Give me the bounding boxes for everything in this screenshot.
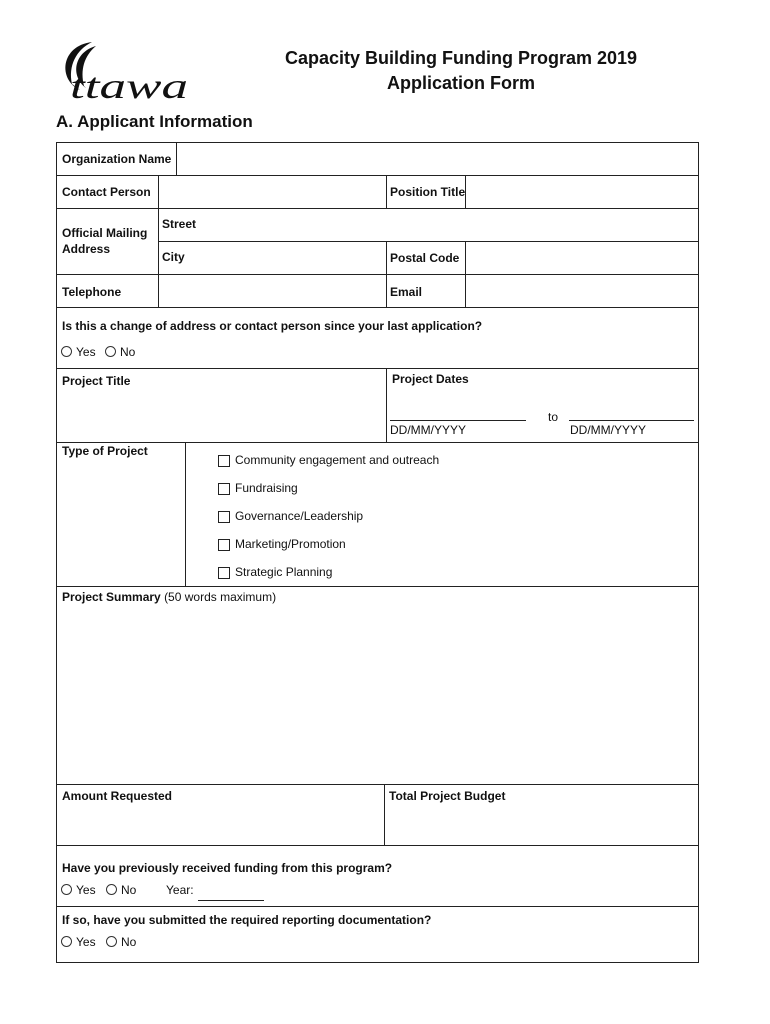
svg-text:ttawa: ttawa <box>70 66 188 102</box>
city-field[interactable] <box>196 245 386 273</box>
project-type-option: Governance/Leadership <box>235 509 364 523</box>
divider <box>465 241 466 307</box>
change-of-address-yes-radio[interactable] <box>61 346 72 357</box>
marketing-promotion-checkbox[interactable] <box>218 539 230 551</box>
reporting-docs-no-radio[interactable] <box>106 936 117 947</box>
project-title-label: Project Title <box>62 374 131 388</box>
position-title-label: Position Title <box>390 185 466 199</box>
street-field[interactable] <box>210 212 698 240</box>
amount-requested-label: Amount Requested <box>62 789 173 803</box>
rule <box>56 784 699 785</box>
ottawa-logo <box>56 40 196 102</box>
mailing-address-label: Official Mailing Address <box>62 226 148 256</box>
reporting-docs-no-label: No <box>121 935 137 949</box>
table-border-left <box>56 142 57 962</box>
previous-funding-question: Have you previously received funding from this program? <box>62 861 393 875</box>
divider <box>384 784 385 845</box>
previous-funding-yes-label: Yes <box>76 883 96 897</box>
project-type-option: Community engagement and outreach <box>235 453 440 467</box>
table-border-right <box>698 142 699 962</box>
rule <box>158 241 699 242</box>
street-label: Street <box>162 217 197 231</box>
divider <box>185 442 186 586</box>
divider <box>386 241 387 307</box>
project-dates-label: Project Dates <box>392 372 469 386</box>
contact-person-label: Contact Person <box>62 185 151 199</box>
rule <box>56 845 699 846</box>
rule <box>56 307 699 308</box>
reporting-docs-yes-label: Yes <box>76 935 96 949</box>
total-project-budget-label: Total Project Budget <box>389 789 506 803</box>
position-title-field[interactable] <box>469 179 698 207</box>
email-field[interactable] <box>469 278 698 306</box>
divider <box>465 175 466 208</box>
rule <box>56 142 699 143</box>
divider <box>386 368 387 442</box>
end-date-underline <box>569 420 694 421</box>
project-summary-heading <box>62 590 276 604</box>
project-type-option: Fundraising <box>235 481 298 495</box>
section-heading: A. Applicant Information <box>56 112 253 131</box>
date-to-label: to <box>548 410 559 424</box>
rule <box>56 962 699 963</box>
change-of-address-no-label: No <box>120 345 136 359</box>
strategic-planning-checkbox[interactable] <box>218 567 230 579</box>
divider <box>176 142 177 175</box>
postal-code-field[interactable] <box>469 245 698 273</box>
rule <box>56 368 699 369</box>
previous-funding-yes-radio[interactable] <box>61 884 72 895</box>
rule <box>56 586 699 587</box>
type-of-project-label: Type of Project <box>62 444 148 458</box>
organization-name-field[interactable] <box>180 146 698 174</box>
change-of-address-no-radio[interactable] <box>105 346 116 357</box>
end-date-format: DD/MM/YYYY <box>570 423 647 437</box>
project-summary-field[interactable] <box>62 608 696 782</box>
rule <box>56 906 699 907</box>
project-summary-label: Project Summary <box>62 590 161 604</box>
project-type-option: Marketing/Promotion <box>235 537 346 551</box>
total-project-budget-field[interactable] <box>389 806 698 842</box>
fundraising-checkbox[interactable] <box>218 483 230 495</box>
change-of-address-yes-label: Yes <box>76 345 96 359</box>
contact-person-field[interactable] <box>162 179 386 207</box>
form-title-line2: Application Form <box>387 73 535 93</box>
divider <box>386 175 387 208</box>
reporting-docs-yes-radio[interactable] <box>61 936 72 947</box>
project-type-option: Strategic Planning <box>235 565 333 579</box>
project-title-field[interactable] <box>62 392 384 438</box>
year-label: Year: <box>166 883 194 897</box>
amount-requested-field[interactable] <box>62 806 382 842</box>
start-date-format: DD/MM/YYYY <box>390 423 467 437</box>
change-of-address-question: Is this a change of address or contact person since your last application? <box>62 319 483 333</box>
city-label: City <box>162 250 185 264</box>
telephone-field[interactable] <box>162 278 386 306</box>
divider <box>158 175 159 307</box>
project-summary-note: (50 words maximum) <box>164 590 277 604</box>
rule <box>56 175 699 176</box>
telephone-label: Telephone <box>62 285 122 299</box>
year-underline <box>198 900 264 901</box>
email-label: Email <box>390 285 423 299</box>
rule <box>56 442 699 443</box>
start-date-underline <box>390 420 526 421</box>
postal-code-label: Postal Code <box>390 251 460 265</box>
rule <box>56 274 699 275</box>
previous-funding-no-label: No <box>121 883 137 897</box>
governance-leadership-checkbox[interactable] <box>218 511 230 523</box>
reporting-docs-question: If so, have you submitted the required reporting documentation? <box>62 913 432 927</box>
community-engagement-checkbox[interactable] <box>218 455 230 467</box>
organization-name-label: Organization Name <box>62 152 172 166</box>
previous-funding-no-radio[interactable] <box>106 884 117 895</box>
form-title-line1: Capacity Building Funding Program 2019 <box>284 48 638 68</box>
rule <box>56 208 699 209</box>
